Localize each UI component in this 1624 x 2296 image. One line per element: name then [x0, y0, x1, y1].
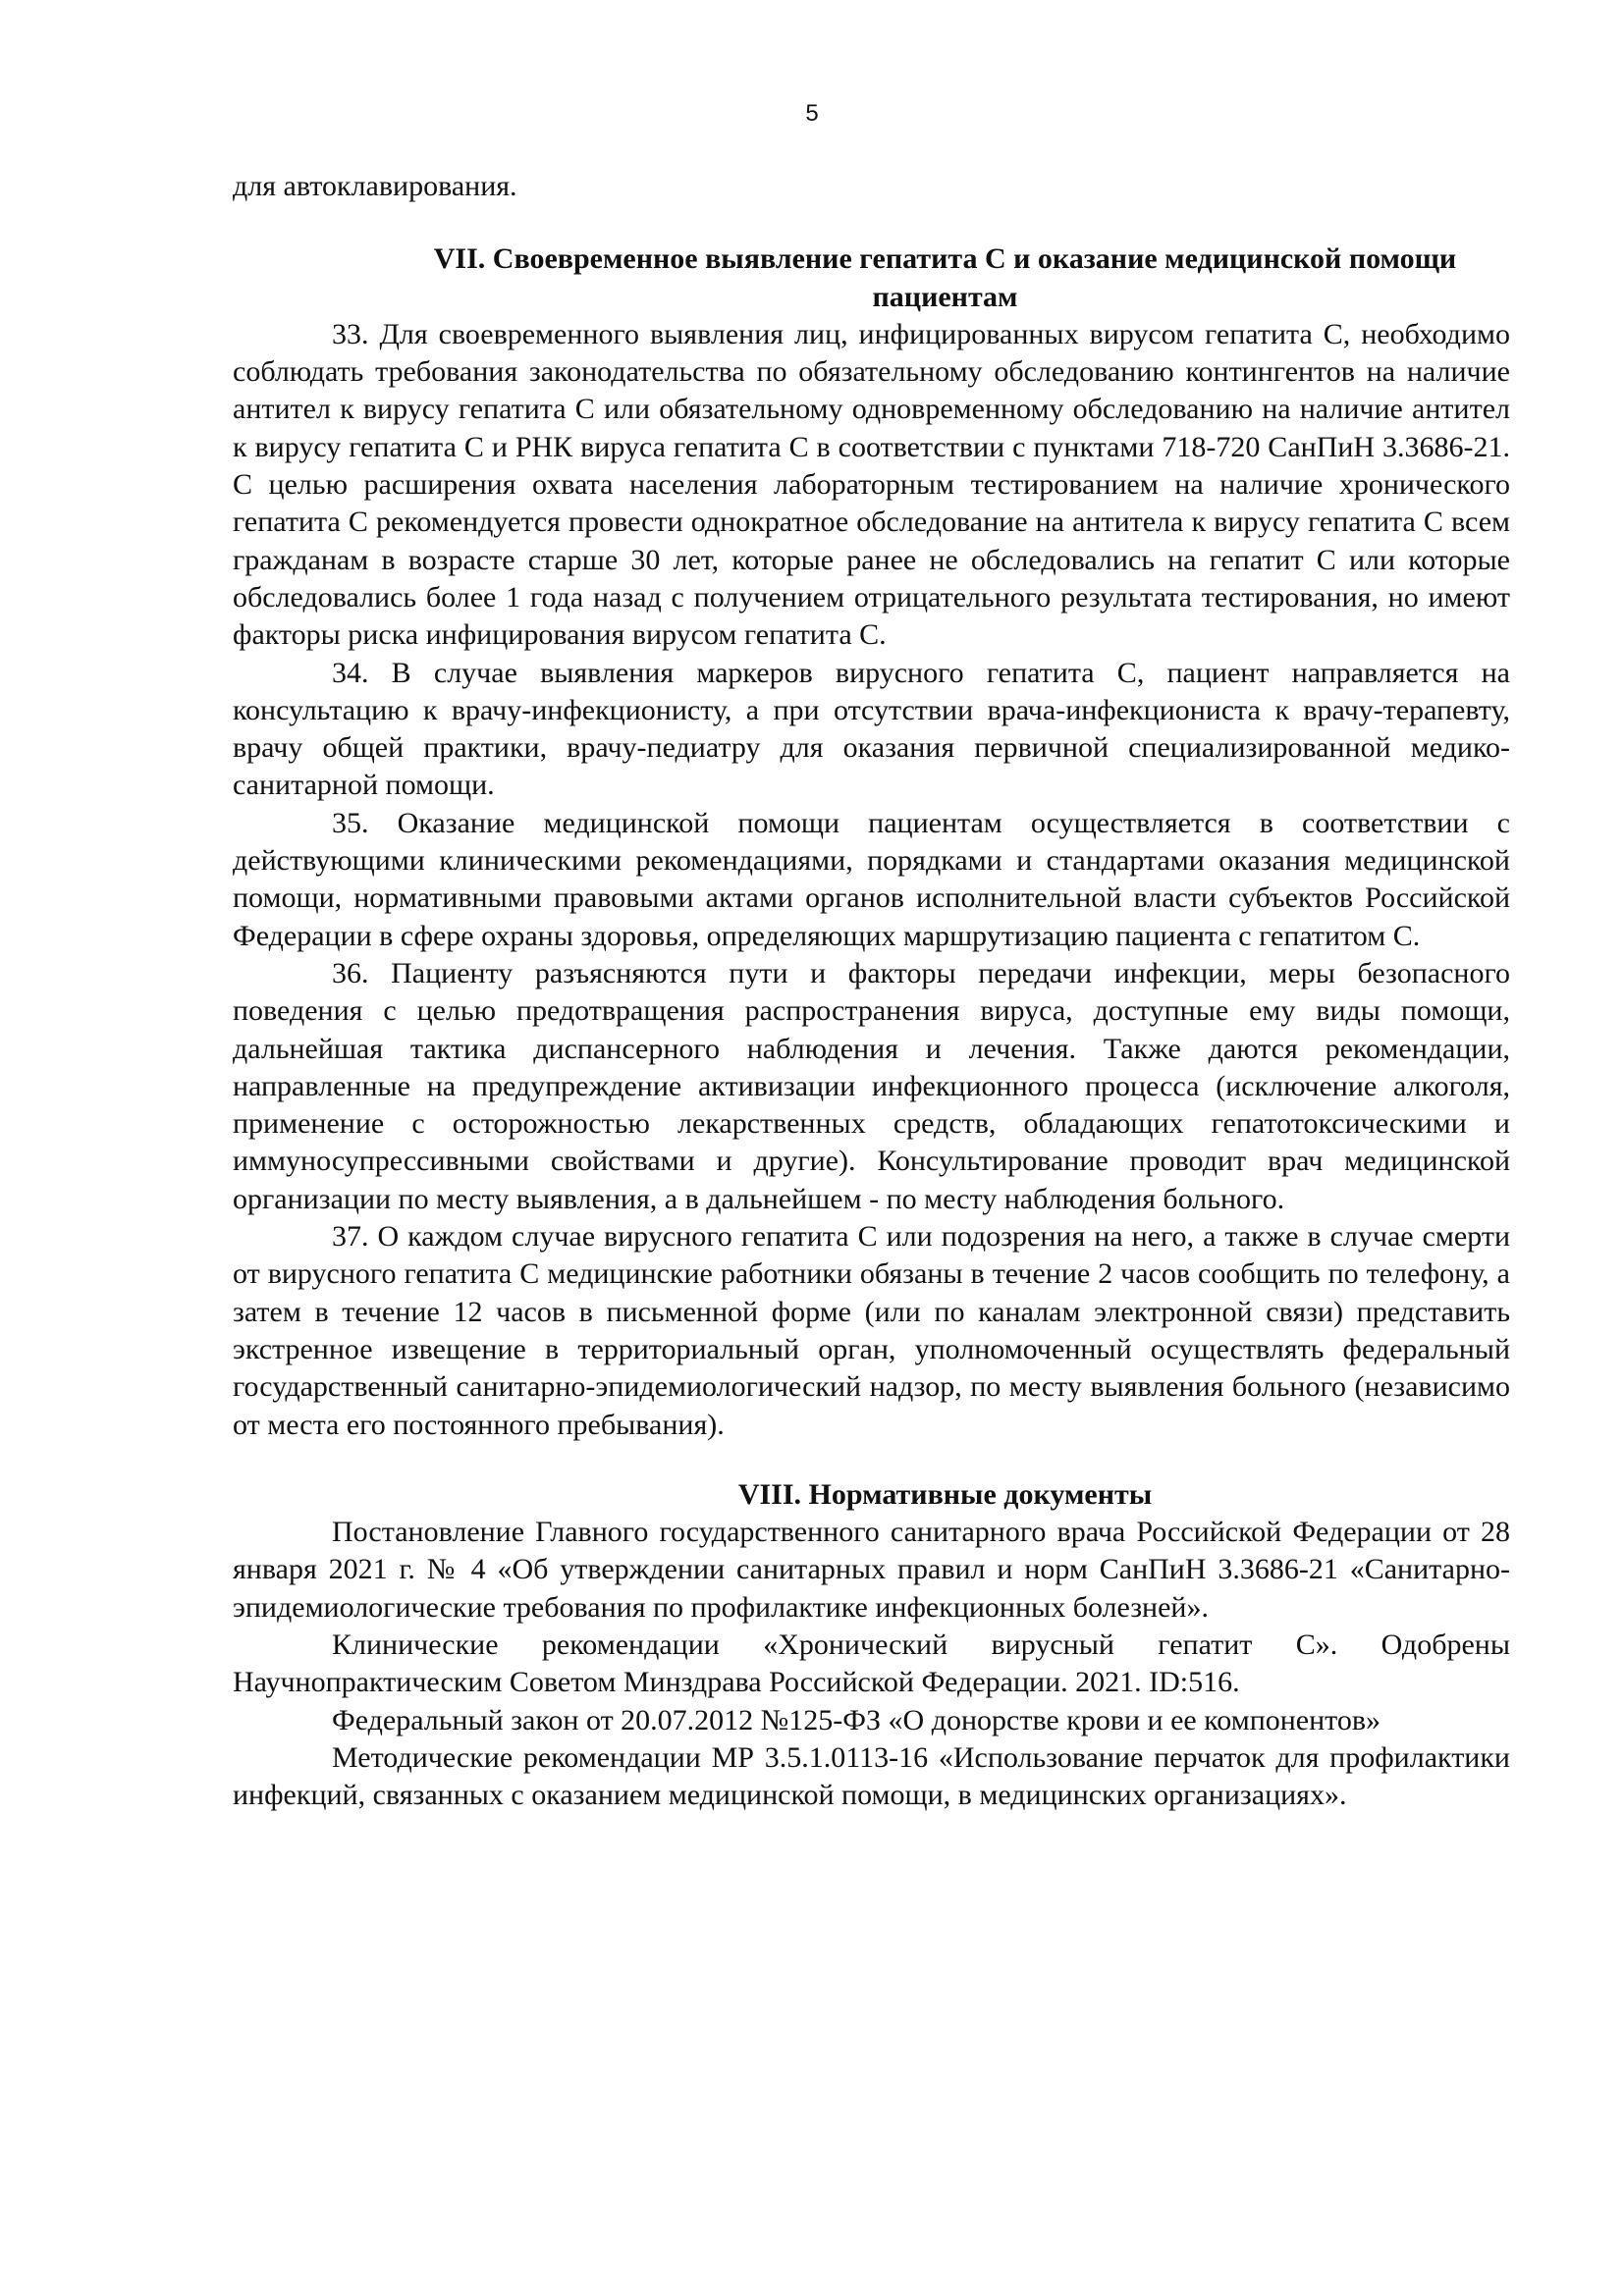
paragraph-33: 33. Для своевременного выявления лиц, инфицированных вирусом гепатита С, необходимо соблюдать требования законодательства по обязательному обследованию контингентов на наличие антител к вирусу гепатита С или обязательному одновременному обследованию на наличие антител к вирусу гепатита С и РНК вируса гепатита С в соответствии с пунктами 718-720 СанПиН 3.3686-21. С целью расширения охвата населения лабораторным тестированием на наличие хронического гепатита С рекомендуется провести однократное обследование на антитела к вирусу гепатита С всем гражданам в возрасте старше 30 лет, которые ранее не обследовались на гепатит С или которые обследовались более 1 года назад с получением отрицательного результата тестирования, но имеют факторы риска инфицирования вирусом гепатита С.	[233, 317, 1510, 652]
continuation-text: для автоклавирования.	[233, 170, 517, 202]
paragraph-34: 34. В случае выявления маркеров вирусного гепатита С, пациент направляется на консультацию к врачу-инфекционисту, а при отсутствии врача-инфекциониста к врачу-терапевту, врачу общей практики, врачу-педиатру для оказания первичной специализированной медико-санитарной помощи.	[233, 656, 1510, 802]
page-number: 5	[805, 100, 819, 127]
normative-document-4: Методические рекомендации МР 3.5.1.0113-16 «Использование перчаток для профилактики инфекций, связанных с оказанием медицинской помощи, в медицинских организациях».	[233, 1740, 1510, 1812]
normative-document-3: Федеральный закон от 20.07.2012 №125-ФЗ «О донорстве крови и ее компонентов»	[332, 1703, 1381, 1736]
section-7-heading: VII. Своевременное выявление гепатита С и оказание медицинской помощи пациентам	[433, 242, 1457, 313]
normative-document-1: Постановление Главного государственного санитарного врача Российской Федерации от 28 января 2021 г. № 4 «Об утверждении санитарных правил и норм СанПиН 3.3686-21 «Санитарно-эпидемиологические требования по профилактике инфекционных болезней».	[233, 1516, 1510, 1624]
paragraph-36: 36. Пациенту разъясняются пути и факторы передачи инфекции, меры безопасного поведения с целью предотвращения распространения вируса, доступные ему виды помощи, дальнейшая тактика диспансерного наблюдения и лечения. Также даются рекомендации, направленные на предупреждение активизации инфекционного процесса (исключение алкоголя, применение с осторожностью лекарственных средств, обладающих гепатотоксическими и иммуносупрессивными свойствами и другие). Консультирование проводит врач медицинской организации по месту выявления, а в дальнейшем - по месту наблюдения больного.	[233, 956, 1510, 1215]
section-8-heading: VIII. Нормативные документы	[737, 1477, 1153, 1511]
document-body	[233, 168, 1510, 1814]
paragraph-37: 37. О каждом случае вирусного гепатита С или подозрения на него, а также в случае смерти от вирусного гепатита С медицинские работники обязаны в течение 2 часов сообщить по телефону, а затем в течение 12 часов в письменной форме (или по каналам электронной связи) представить экстренное извещение в территориальный орган, уполномоченный осуществлять федеральный государственный санитарно-эпидемиологический надзор, по месту выявления больного (независимо от места его постоянного пребывания).	[233, 1220, 1510, 1441]
normative-document-2: Клинические рекомендации «Хронический вирусный гепатит С». Одобрены Научнопрактическим Советом Минздрава Российской Федерации. 2021. ID:516.	[233, 1628, 1510, 1699]
paragraph-35: 35. Оказание медицинской помощи пациентам осуществляется в соответствии с действующими клиническими рекомендациями, порядками и стандартами оказания медицинской помощи, нормативными правовыми актами органов исполнительной власти субъектов Российской Федерации в сфере охраны здоровья, определяющих маршрутизацию пациента с гепатитом С.	[233, 806, 1510, 952]
